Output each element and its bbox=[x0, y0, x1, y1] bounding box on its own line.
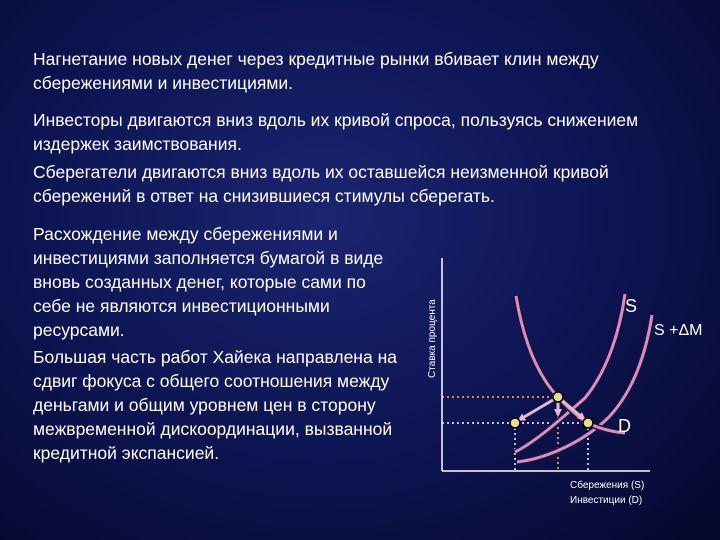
hayek-paragraph: Большая часть работ Хайека направлена на сдвиг фокуса с общего соотношения между деньгами и общим уровнем цен в сторону межвременной дискоординации, вызванной кредитной экспансией. bbox=[33, 347, 397, 463]
curve-s-plus-m-label: S +ΔM bbox=[654, 322, 703, 339]
x-axis-label-investment: Инвестиции (D) bbox=[570, 495, 643, 506]
intro-paragraph: Нагнетание новых денег через кредитные рынки вбивает клин между сбережениями и инвестициями. bbox=[33, 49, 599, 93]
gap-paragraph: Расхождение между сбережениями и инвестициями заполняется бумагой в виде вновь созданных денег, которые сами по себе не являются инвестиционными ресурсами. bbox=[33, 224, 384, 340]
point-savings bbox=[510, 418, 520, 428]
y-axis-label: Ставка процента bbox=[427, 299, 438, 378]
savers-paragraph: Сберегатели двигаются вниз вдоль их оставшейся неизменной кривой сбережений в ответ на снизившиеся стимулы сберегать. bbox=[33, 162, 609, 206]
supply-demand-diagram bbox=[420, 220, 720, 520]
curve-d-label: D bbox=[618, 416, 631, 436]
point-initial-equilibrium bbox=[553, 392, 563, 402]
investors-paragraph: Инвесторы двигаются вниз вдоль их кривой спроса, пользуясь снижением издержек заимствования. bbox=[33, 110, 639, 154]
curve-s-label: S bbox=[625, 296, 638, 316]
point-investment bbox=[583, 418, 593, 428]
x-axis-label-savings: Сбережения (S) bbox=[570, 480, 645, 491]
arrow-savers bbox=[519, 397, 558, 420]
